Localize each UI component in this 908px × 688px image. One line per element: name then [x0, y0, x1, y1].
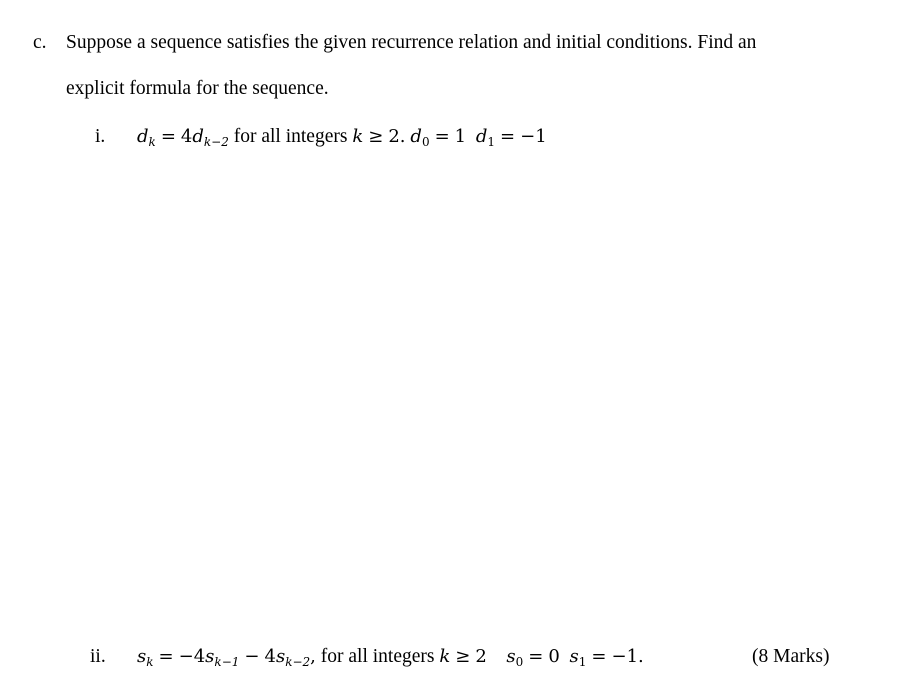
part-ii-label: ii.	[90, 646, 106, 667]
initial-condition-d1: $d_1 = -1$	[475, 126, 547, 149]
question-label: c.	[33, 32, 47, 53]
part-i-label: i.	[95, 126, 106, 147]
part-ii-equation	[137, 645, 644, 669]
marks-label: (8 Marks)	[752, 646, 830, 667]
recurrence-s: $s_k = -4s_{k-1} - 4s_{k-2}$,	[137, 646, 316, 669]
question-text-line2: explicit formula for the sequence.	[66, 78, 329, 99]
initial-condition-s1: $s_1 = -1$.	[569, 646, 644, 669]
part-i-condition-text: for all integers	[228, 126, 353, 147]
part-i-equation	[137, 125, 547, 149]
question-text-line1: Suppose a sequence satisfies the given recurrence relation and initial conditions. Find an	[66, 32, 757, 53]
initial-condition-d0: $d_0 = 1$	[410, 126, 467, 149]
initial-condition-s0: $s_0 = 0$	[506, 646, 560, 669]
part-ii-k-bound: k ≥ 2	[439, 646, 487, 667]
part-ii-condition-text: for all integers	[315, 646, 440, 667]
recurrence-d: $d_k = 4d_{k-2}$	[137, 126, 229, 149]
part-i-k-bound: k ≥ 2.	[352, 126, 406, 147]
